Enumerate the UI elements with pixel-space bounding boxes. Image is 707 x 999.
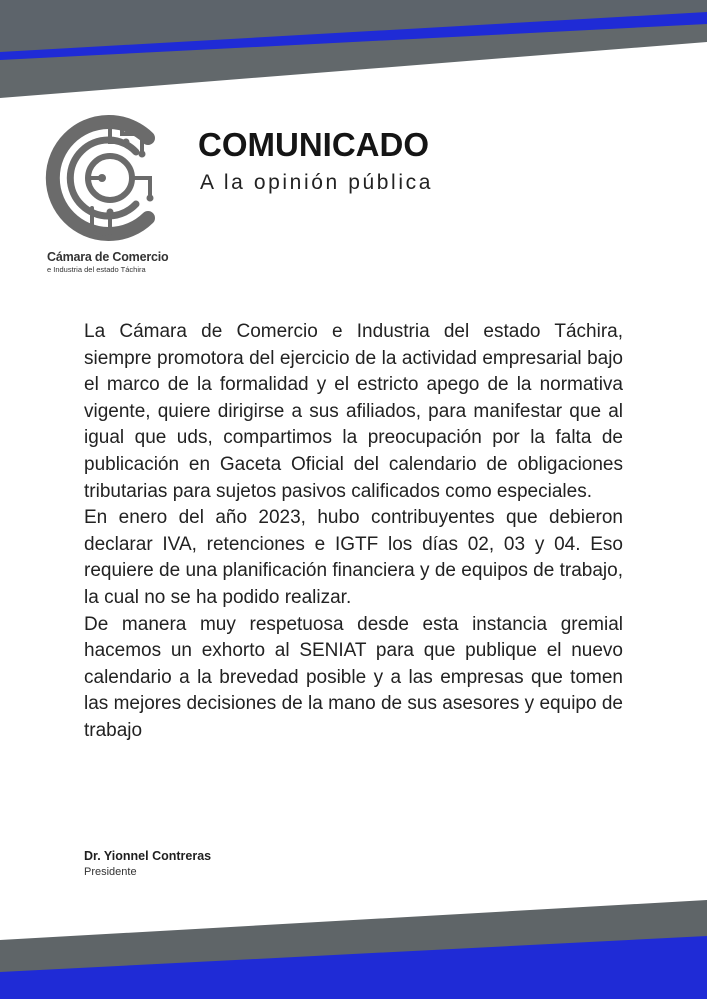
bottom-blue-band (0, 936, 707, 999)
top-blue-band-overlay (0, 12, 707, 60)
page-title: COMUNICADO (198, 126, 429, 163)
body-paragraph: En enero del año 2023, hubo contribuyentes que debieron declarar IVA, retenciones e IGTF los días 02, 03 y 04. Eso requiere de una planificación financiera y de equipos de trabajo, la cual no se ha podido realizar. (84, 507, 623, 608)
top-gray-band (0, 0, 707, 98)
signatory-name: Dr. Yionnel Contreras (84, 849, 212, 863)
top-blue-band (0, 0, 707, 60)
body-paragraph: De manera muy respetuosa desde esta instancia gremial hacemos un exhorto al SENIAT para que publique el nuevo calendario a la brevedad posible y a las empresas que tomen las mejores decisiones de la mano de sus asesores y equipo de trabajo (84, 613, 623, 741)
bottom-gray-band (0, 900, 707, 999)
page-subtitle: A la opinión pública (200, 171, 433, 194)
signatory-role: Presidente (84, 866, 137, 878)
logo-subtitle: e Industria del estado Táchira (47, 265, 146, 274)
body-paragraph: La Cámara de Comercio e Industria del estado Táchira, siempre promotora del ejercicio de la actividad empresarial bajo el marco de la formalidad y el estricto apego de la normativa vigente, quiere dirigirse a sus afiliados, para manifestar que al igual que uds, compartimos la preocupación por la falta de publicación en Gaceta Oficial del calendario de obligaciones tributarias para sujetos pasivos calificados como especiales. (84, 321, 623, 502)
chamber-logo (44, 112, 182, 272)
statement-body (84, 319, 623, 745)
logo-name: Cámara de Comercio (47, 250, 169, 264)
chamber-circuit-logo-icon (44, 112, 176, 244)
